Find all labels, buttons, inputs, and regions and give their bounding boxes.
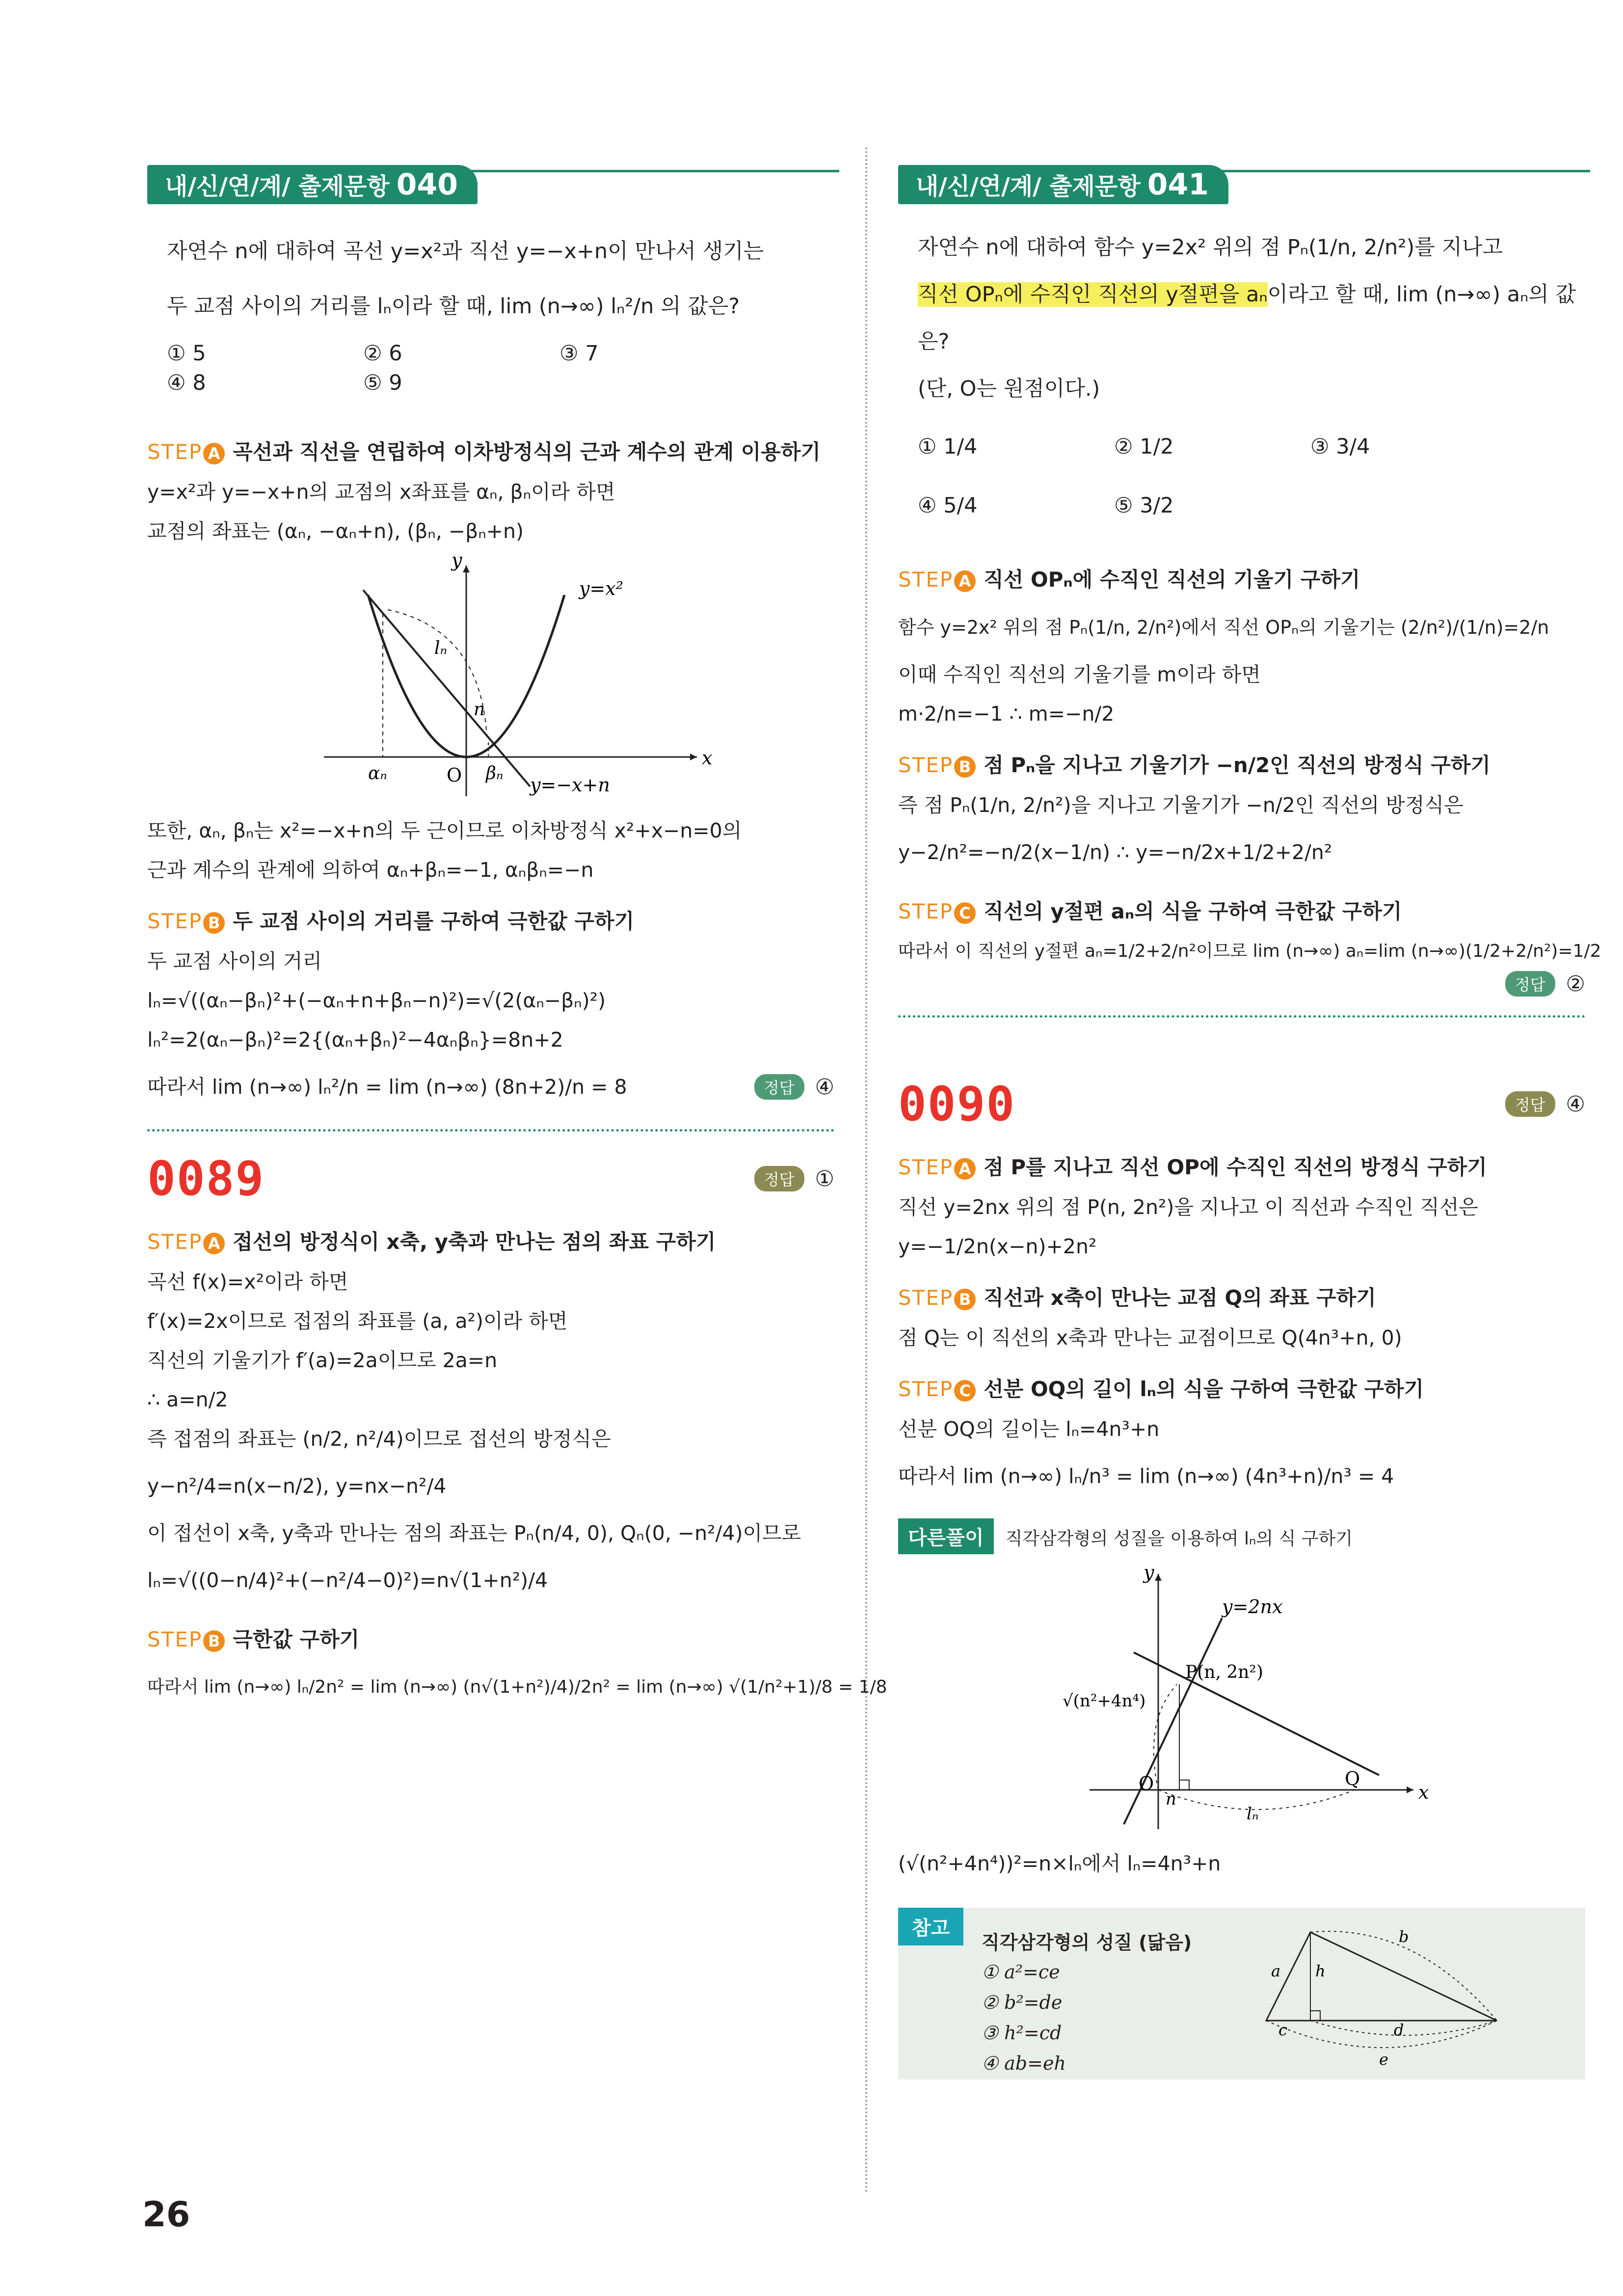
banner-041	[898, 162, 1585, 207]
option: ③ 7	[559, 341, 599, 366]
y-axis-label: y	[452, 556, 462, 571]
label-e: e	[1379, 2050, 1388, 2069]
answer-value: ④	[815, 1074, 834, 1100]
n-label: n	[474, 700, 485, 720]
alt-result: (√(n²+4n⁴))²=n×lₙ에서 lₙ=4n³+n	[898, 1852, 1221, 1875]
step-title: 극한값 구하기	[233, 1627, 360, 1651]
solution-line: 함수 y=2x² 위의 점 Pₙ(1/n, 2/n²)에서 직선 OPₙ의 기울기는 (2/n²)/(1/n)=2/n	[898, 617, 1549, 638]
option: ⑤ 9	[363, 371, 402, 395]
step-letter: A	[954, 1158, 976, 1180]
question-line-rest: 이라고 할 때, lim (n→∞) aₙ의 값은?	[918, 282, 1576, 354]
step-b-040	[147, 901, 834, 942]
solution-line: 점 Q는 이 직선의 x축과 만나는 교점이므로 Q(4n³+n, 0)	[898, 1326, 1402, 1350]
answer-0089	[754, 1166, 834, 1191]
solution-line: m·2/n=−1 ∴ m=−n/2	[898, 702, 1115, 726]
banner-tab	[147, 165, 478, 204]
right-triangle-diagram	[1251, 1913, 1526, 2075]
label-h: h	[1315, 1962, 1326, 1980]
label-a: a	[1271, 1962, 1281, 1980]
curve-label: y=x²	[579, 578, 623, 599]
solution-line: 직선의 기울기가 f′(a)=2a이므로 2a=n	[147, 1349, 498, 1372]
note-list	[982, 1957, 1066, 2079]
step-title: 접선의 방정식이 x축, y축과 만나는 점의 좌표 구하기	[233, 1230, 716, 1254]
step-a-041	[898, 560, 1585, 600]
label-c: c	[1278, 2021, 1287, 2039]
solution-line: 즉 점 Pₙ(1/n, 2/n²)을 지나고 기울기가 −n/2인 직선의 방정식은	[898, 793, 1463, 817]
banner-tab	[898, 165, 1228, 204]
option: ④ 8	[167, 371, 206, 395]
question-line: 자연수 n에 대하여 곡선 y=x²과 직선 y=−x+n이 만나서 생기는	[167, 239, 764, 264]
problem-0089-header	[147, 1151, 834, 1210]
note-item: ② b²=de	[982, 1992, 1063, 2013]
problem-number: 0089	[147, 1151, 265, 1206]
solution-line: 즉 접점의 좌표는 (n/2, n²/4)이므로 접선의 방정식은	[147, 1427, 611, 1451]
option: ③ 3/4	[1310, 434, 1370, 459]
beta-label: βₙ	[486, 763, 504, 783]
solution-line: 근과 계수의 관계에 의하여 αₙ+βₙ=−1, αₙβₙ=−n	[147, 858, 594, 882]
label-b: b	[1399, 1927, 1409, 1946]
foot-mark	[1310, 2011, 1320, 2021]
step-letter: C	[954, 902, 976, 924]
solution-line: 이때 수직인 직선의 기울기를 m이라 하면	[898, 663, 1261, 686]
step-title: 직선과 x축이 만나는 교점 Q의 좌표 구하기	[984, 1286, 1376, 1310]
solution-line: 선분 OQ의 길이는 lₙ=4n³+n	[898, 1417, 1160, 1441]
option: ⑤ 3/2	[1114, 493, 1174, 518]
column-divider	[865, 147, 867, 2194]
step-tag: STEP	[147, 1627, 203, 1651]
answer-value: ②	[1566, 971, 1585, 997]
answer-badge: 정답	[754, 1074, 804, 1100]
step-b-041	[898, 745, 1585, 785]
note-title: 직각삼각형의 성질 (닮음)	[982, 1932, 1192, 1953]
solution-line: 직선 y=2nx 위의 점 P(n, 2n²)을 지나고 이 직선과 수직인 직선은	[898, 1195, 1479, 1219]
page-number: 26	[142, 2194, 190, 2235]
options-041	[898, 417, 1585, 535]
banner-label: 내/신/연/계/ 출제문항	[916, 173, 1141, 200]
question-040	[147, 224, 834, 334]
step-tag: STEP	[898, 899, 954, 923]
step-c-041	[898, 891, 1585, 932]
answer-badge: 정답	[1505, 971, 1555, 997]
triangle	[1266, 1932, 1497, 2021]
step-tag: STEP	[898, 1377, 954, 1401]
step-a-0090	[898, 1147, 1585, 1188]
solution-line: 곡선 f(x)=x²이라 하면	[147, 1270, 348, 1294]
side-label: √(n²+4n⁴)	[1063, 1691, 1146, 1711]
step-letter: B	[954, 756, 976, 778]
length-label: lₙ	[1247, 1804, 1259, 1824]
answer-row	[898, 971, 1585, 1000]
final-line-wrap	[147, 1059, 834, 1114]
note-tab: 참고	[898, 1908, 963, 1945]
solution-line: lₙ²=2(αₙ−βₙ)²=2{(αₙ+βₙ)²−4αₙβₙ}=8n+2	[147, 1028, 563, 1052]
step-tag: STEP	[898, 1286, 954, 1310]
option: ② 6	[363, 341, 402, 366]
option: ② 1/2	[1114, 434, 1174, 459]
y-axis-arrow	[1155, 1574, 1162, 1581]
step-tag: STEP	[898, 567, 954, 592]
section-separator	[898, 1015, 1585, 1018]
solution-line: f′(x)=2x이므로 접점의 좌표를 (a, a²)이라 하면	[147, 1309, 568, 1333]
answer-value: ④	[1566, 1091, 1585, 1117]
step-tag: STEP	[147, 1230, 203, 1254]
right-angle-mark	[1179, 1780, 1189, 1790]
step-letter: A	[203, 1233, 225, 1254]
step-letter: B	[203, 912, 225, 934]
answer-0090	[1505, 1091, 1585, 1117]
banner-number: 041	[1147, 167, 1209, 202]
step-title: 직선의 y절편 aₙ의 식을 구하여 극한값 구하기	[984, 899, 1402, 923]
option: ① 1/4	[918, 434, 978, 459]
step-c-0090	[898, 1369, 1585, 1409]
solution-line: 이 접선이 x축, y축과 만나는 점의 좌표는 Pₙ(n/4, 0), Qₙ(0, −n²/4)이므로	[147, 1521, 801, 1545]
step-letter: A	[954, 570, 976, 592]
question-line: 자연수 n에 대하여 함수 y=2x² 위의 점 Pₙ(1/n, 2/n²)를 지나고	[918, 235, 1503, 260]
left-column	[147, 162, 887, 1715]
step-letter: B	[954, 1289, 976, 1310]
x-axis-label: x	[1418, 1782, 1429, 1803]
line-label: y=−x+n	[530, 774, 610, 796]
step-title: 점 P를 지나고 직선 OP에 수직인 직선의 방정식 구하기	[984, 1155, 1487, 1179]
step-tag: STEP	[898, 1155, 954, 1179]
step-letter: B	[203, 1630, 225, 1652]
alt-title: 직각삼각형의 성질을 이용하여 lₙ의 식 구하기	[1005, 1529, 1353, 1549]
n-label: n	[1166, 1789, 1176, 1809]
x-axis-label: x	[702, 747, 713, 769]
parabola-line-graph	[304, 556, 795, 801]
problem-0090-header	[898, 1077, 1585, 1135]
alpha-label: αₙ	[368, 763, 387, 783]
question-041	[898, 224, 1585, 412]
right-column	[898, 162, 1601, 2080]
solution-line: y−n²/4=n(x−n/2), y=nx−n²/4	[147, 1474, 447, 1498]
note-item: ③ h²=cd	[982, 2022, 1062, 2044]
solution-line: y=x²과 y=−x+n의 교점의 x좌표를 αₙ, βₙ이라 하면	[147, 480, 615, 504]
step-tag: STEP	[898, 753, 954, 777]
solution-line: y=−1/2n(x−n)+2n²	[898, 1235, 1097, 1258]
point-q-label: Q	[1345, 1768, 1360, 1789]
y-axis-label: y	[1144, 1564, 1154, 1583]
solution-line: 따라서 이 직선의 y절편 aₙ=1/2+2/n²이므로 lim (n→∞) aₙ=lim (n→∞)(1/2+2/n²)=1/2	[898, 941, 1601, 961]
step-a-040	[147, 432, 834, 472]
origin-label: O	[1139, 1773, 1154, 1794]
solution-line: y−2/n²=−n/2(x−1/n) ∴ y=−n/2x+1/2+2/n²	[898, 840, 1332, 864]
x-axis-arrow	[1407, 1786, 1413, 1793]
problem-number: 0090	[898, 1077, 1016, 1132]
step-title: 선분 OQ의 길이 lₙ의 식을 구하여 극한값 구하기	[984, 1377, 1424, 1401]
banner-number: 040	[396, 167, 458, 202]
note-item: ① a²=ce	[982, 1961, 1060, 1983]
length-label: lₙ	[434, 638, 448, 658]
banner-040	[147, 162, 834, 207]
question-line	[918, 271, 1585, 365]
answer-badge: 정답	[1505, 1091, 1555, 1117]
solution-line: 또한, αₙ, βₙ는 x²=−x+n의 두 근이므로 이차방정식 x²+x−n=0의	[147, 819, 742, 842]
note-item: ④ ab=eh	[982, 2053, 1066, 2074]
step-tag: STEP	[147, 909, 203, 933]
alt-label: 다른풀이	[898, 1518, 994, 1554]
question-line: (단, O는 원점이다.)	[918, 377, 1100, 401]
step-tag: STEP	[147, 440, 203, 464]
step-letter: A	[203, 443, 225, 464]
perpendicular-line-graph	[1060, 1564, 1551, 1839]
option: ① 5	[167, 341, 206, 366]
point-p-label: P(n, 2n²)	[1185, 1662, 1263, 1682]
solution-line: 따라서 lim (n→∞) lₙ/2n² = lim (n→∞) (n√(1+n²)/4)/2n² = lim (n→∞) √(1/n²+1)/8 = 1/8	[147, 1677, 887, 1697]
solution-line: 따라서 lim (n→∞) lₙ²/n = lim (n→∞) (8n+2)/n = 8	[147, 1075, 627, 1099]
origin-label: O	[447, 764, 462, 786]
solution-line: lₙ=√((αₙ−βₙ)²+(−αₙ+n+βₙ−n)²)=√(2(αₙ−βₙ)²)	[147, 989, 606, 1012]
step-a-0089	[147, 1222, 834, 1262]
solution-line: 두 교점 사이의 거리	[147, 949, 322, 973]
answer-badge: 정답	[754, 1166, 804, 1191]
label-d: d	[1394, 2021, 1404, 2039]
answer-value: ①	[815, 1166, 834, 1191]
answer-041	[1505, 971, 1585, 997]
solution-line: 따라서 lim (n→∞) lₙ/n³ = lim (n→∞) (4n³+n)/n³ = 4	[898, 1464, 1394, 1488]
option: ④ 5/4	[918, 493, 978, 518]
question-highlight: 직선 OPₙ에 수직인 직선의 y절편을 aₙ	[918, 282, 1268, 307]
solution-line: 교점의 좌표는 (αₙ, −αₙ+n), (βₙ, −βₙ+n)	[147, 519, 524, 543]
line-label: y=2nx	[1222, 1596, 1283, 1618]
step-title: 직선 OPₙ에 수직인 직선의 기울기 구하기	[984, 567, 1360, 592]
solution-line: ∴ a=n/2	[147, 1388, 228, 1411]
y-axis-arrow	[463, 566, 470, 572]
step-title: 점 Pₙ을 지나고 기울기가 −n/2인 직선의 방정식 구하기	[984, 753, 1490, 777]
question-line: 두 교점 사이의 거리를 lₙ이라 할 때, lim (n→∞) lₙ²/n 의 값은?	[167, 294, 740, 319]
banner-label: 내/신/연/계/ 출제문항	[165, 173, 390, 200]
step-letter: C	[954, 1380, 976, 1402]
x-axis-arrow	[690, 754, 697, 760]
alt-solution-header	[898, 1518, 1585, 1554]
options-040	[147, 339, 834, 398]
answer-040	[754, 1074, 834, 1100]
note-box	[898, 1908, 1585, 2080]
step-b-0089	[147, 1620, 834, 1660]
step-title: 두 교점 사이의 거리를 구하여 극한값 구하기	[233, 909, 635, 933]
step-b-0090	[898, 1278, 1585, 1318]
solution-line: lₙ=√((0−n/4)²+(−n²/4−0)²)=n√(1+n²)/4	[147, 1568, 548, 1592]
step-title: 곡선과 직선을 연립하여 이차방정식의 근과 계수의 관계 이용하기	[233, 440, 821, 464]
section-separator	[147, 1129, 834, 1132]
